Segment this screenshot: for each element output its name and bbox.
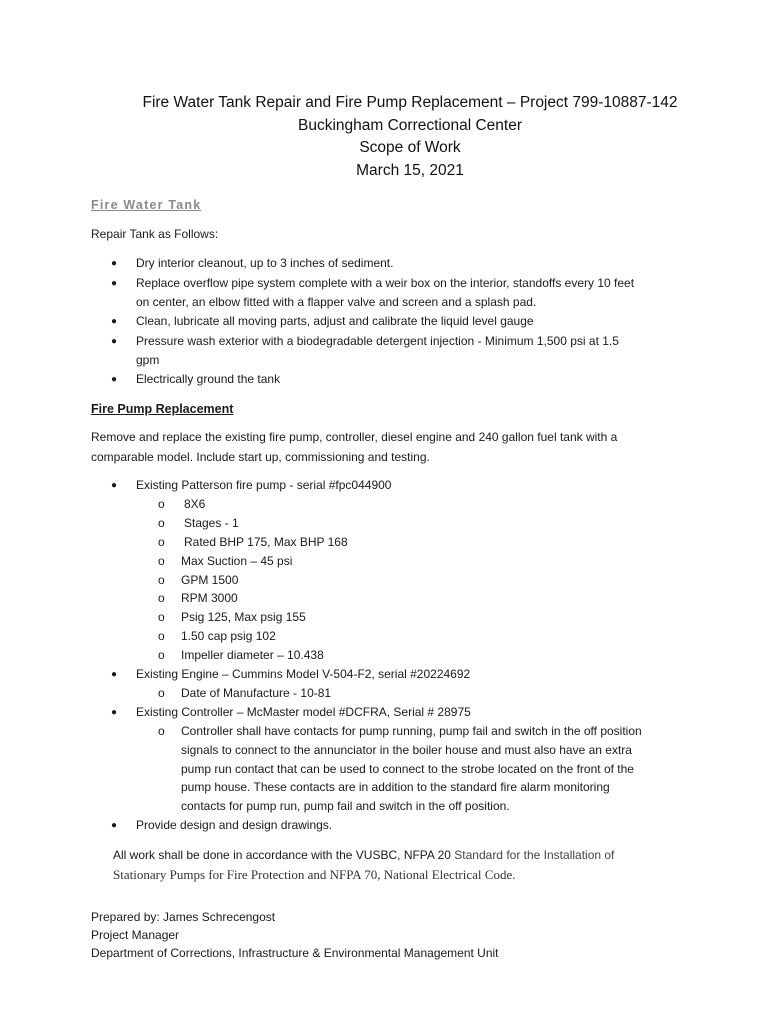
title-line-scope: Scope of Work [359, 139, 461, 156]
bullet-icon: ● [111, 707, 118, 718]
title-line-project: Fire Water Tank Repair and Fire Pump Replacement – Project 799-10887-142 [142, 94, 678, 111]
circle-bullet-icon: o [158, 573, 165, 587]
circle-bullet-icon: o [158, 648, 165, 662]
bullet-icon: ● [111, 278, 118, 289]
bullet-icon: ● [111, 316, 118, 327]
bullet-icon: ● [111, 480, 118, 491]
document-page: Fire Water Tank Repair and Fire Pump Replacement – Project 799-10887-142 Buckingham Correctional Center Scope of Work March 15, 2021 Fire Water Tank Repair Tank as Follows: ● Dry interior cleanout, up to 3 inches of sediment. ● Replace overflow pipe system complete with a weir box on the interior, standoffs every 10 feet on center, an elbow fitted with a flapper valve and screen and a splash pad. ● Clean, lubricate all moving parts, adjust and calibrate the liquid level gauge ● Pressure wash exterior with a biodegradable detergent injection - Minimum 1,500 psi at 1.5 gpm ● Electrically ground the tank Fire Pump Replacement Remove and replace the existing fire pump, controller, diesel engine and 240 gallon fuel tank with a comparable model. Include start up, commissioning and testing. ● Existing Patterson fire pump - serial #fpc044900 o 8X6 o Stages - 1 o Rated BHP 175, Max BHP 168 o Max Suction – 45 psi o GPM 1500 o RPM 3000 o Psig 125, Max psig 155 o 1.50 cap psig 102 o Impeller diameter – 10.438 ● Existing Engine – Cummins Model V-504-F2, serial #20224692 o Date of Manufacture - 10-81 ● Existing Controller – McMaster model #DCFRA, Serial # 28975 o Controller shall have contacts for pump running, pump fail and switch in the off position signals to connect to the annunciator in the boiler house and must also have an extra pump run contact that can be used to connect to the strobe located on the front of the pump house. These contacts are in addition to the standard fire alarm monitoring contacts for pump run, pump fail and switch in the off position. ● Provide design and design drawings. All work shall be done in accordance with the VUSBC, NFPA 20 Standard for the Installation of Stationary Pumps for Fire Protection and NFPA 70, National Electrical Code. Prepared by: James Schrecengost Project Manager Department of Corrections, Infrastructure & Environmental Management Unit [0, 0, 770, 1024]
bullet-icon: ● [111, 820, 118, 831]
pump-intro-line-1: Remove and replace the existing fire pump, controller, diesel engine and 240 gallon fuel tank with a [91, 430, 618, 444]
circle-bullet-icon: o [158, 535, 165, 549]
document-title [60, 92, 760, 182]
circle-bullet-icon: o [158, 724, 165, 738]
circle-bullet-icon: o [158, 591, 165, 605]
title-line-date: March 15, 2021 [356, 161, 464, 179]
bullet-icon: ● [111, 258, 118, 269]
bullet-icon: ● [111, 669, 118, 680]
section-heading-fire-water-tank: Fire Water Tank [91, 198, 202, 212]
tank-intro: Repair Tank as Follows: [91, 227, 219, 241]
pump-intro-line-2: comparable model. Include start up, commissioning and testing. [91, 450, 430, 464]
bullet-icon: ● [111, 336, 118, 347]
circle-bullet-icon: o [158, 686, 165, 700]
bullet-icon: ● [111, 374, 118, 385]
all-work-line-1: All work shall be done in accordance with the VUSBC, NFPA 20 Standard for the Installation of [113, 848, 615, 862]
circle-bullet-icon: o [158, 497, 165, 511]
section-heading-fire-pump-replacement: Fire Pump Replacement [91, 402, 234, 416]
circle-bullet-icon: o [158, 554, 165, 568]
circle-bullet-icon: o [158, 629, 165, 643]
all-work-line-2: Stationary Pumps for Fire Protection and NFPA 70, National Electrical Code. [113, 867, 516, 882]
circle-bullet-icon: o [158, 610, 165, 624]
preparer-department: Department of Corrections, Infrastructure & Environmental Management Unit [91, 946, 499, 960]
title-line-facility: Buckingham Correctional Center [298, 116, 522, 134]
circle-bullet-icon: o [158, 516, 165, 530]
prepared-by: Prepared by: James Schrecengost [91, 910, 276, 924]
preparer-title: Project Manager [91, 928, 180, 942]
